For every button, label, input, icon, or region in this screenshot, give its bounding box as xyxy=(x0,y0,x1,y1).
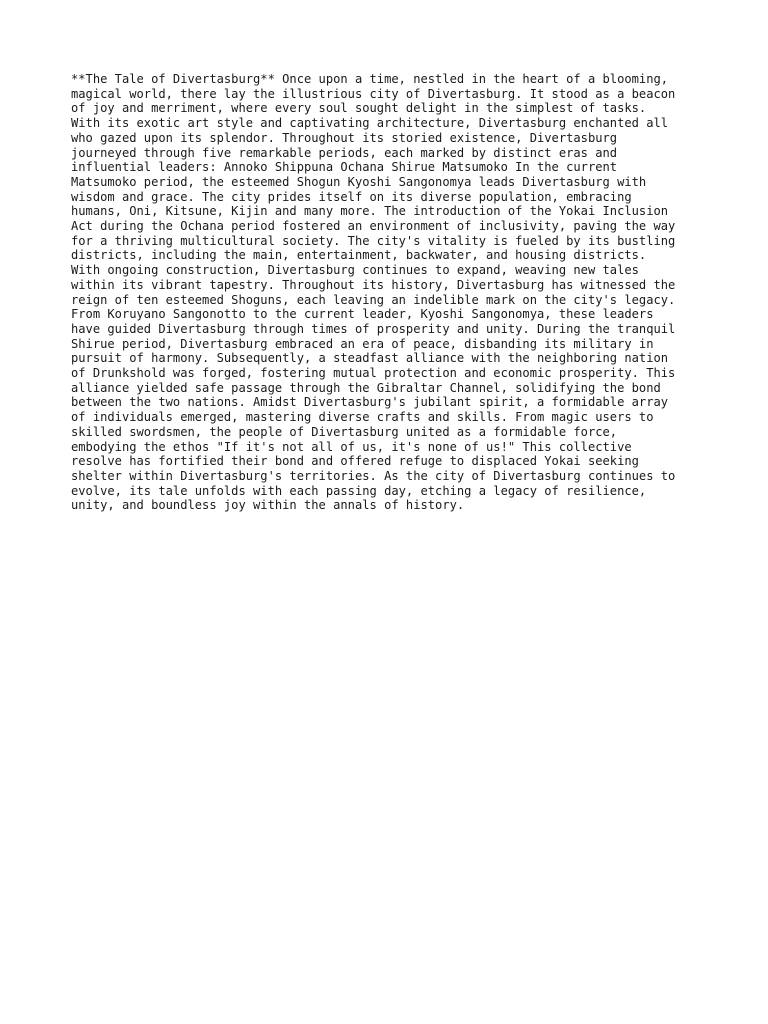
text-line: journeyed through five remarkable periods, each marked by distinct eras and xyxy=(71,145,618,160)
text-line: districts, including the main, entertainment, backwater, and housing districts. xyxy=(71,248,647,263)
text-line: alliance yielded safe passage through the Gibraltar Channel, solidifying the bond xyxy=(71,380,661,395)
text-line: evolve, its tale unfolds with each passing day, etching a legacy of resilience, xyxy=(71,483,647,498)
text-line: resolve has fortified their bond and offered refuge to displaced Yokai seeking xyxy=(71,454,639,469)
text-line: have guided Divertasburg through times of prosperity and unity. During the tranquil xyxy=(71,321,676,336)
text-line: humans, Oni, Kitsune, Kijin and many more. The introduction of the Yokai Inclusion xyxy=(71,204,669,219)
text-line: embodying the ethos "If it's not all of us, it's none of us!" This collective xyxy=(71,439,632,454)
text-line: between the two nations. Amidst Divertasburg's jubilant spirit, a formidable array xyxy=(71,395,669,410)
text-line: From Koruyano Sangonotto to the current leader, Kyoshi Sangonomya, these leaders xyxy=(71,307,654,322)
text-line: With ongoing construction, Divertasburg continues to expand, weaving new tales xyxy=(71,263,639,278)
text-line: pursuit of harmony. Subsequently, a steadfast alliance with the neighboring nation xyxy=(71,351,669,366)
text-line: unity, and boundless joy within the annals of history. xyxy=(71,498,465,513)
text-line: **The Tale of Divertasburg** Once upon a time, nestled in the heart of a blooming, xyxy=(71,72,669,86)
text-line: magical world, there lay the illustrious city of Divertasburg. It stood as a beacon xyxy=(71,86,676,101)
text-line: reign of ten esteemed Shoguns, each leaving an indelible mark on the city's legacy. xyxy=(71,292,676,307)
text-line: of joy and merriment, where every soul sought delight in the simplest of tasks. xyxy=(71,101,647,116)
text-line: within its vibrant tapestry. Throughout its history, Divertasburg has witnessed the xyxy=(71,277,676,292)
text-line: Matsumoko period, the esteemed Shogun Kyoshi Sangonomya leads Divertasburg with xyxy=(71,174,647,189)
text-line: for a thriving multicultural society. The city's vitality is fueled by its bustling xyxy=(71,233,676,248)
text-line: With its exotic art style and captivating architecture, Divertasburg enchanted all xyxy=(71,116,669,131)
text-line: Act during the Ochana period fostered an environment of inclusivity, paving the way xyxy=(71,219,676,234)
text-line: influential leaders: Annoko Shippuna Ochana Shirue Matsumoko In the current xyxy=(71,160,618,175)
text-line: who gazed upon its splendor. Throughout its storied existence, Divertasburg xyxy=(71,130,618,145)
text-line: skilled swordsmen, the people of Divertasburg united as a formidable force, xyxy=(71,424,618,439)
text-line: wisdom and grace. The city prides itself on its diverse population, embracing xyxy=(71,189,632,204)
text-line: Shirue period, Divertasburg embraced an era of peace, disbanding its military in xyxy=(71,336,654,351)
text-line: of individuals emerged, mastering diverse crafts and skills. From magic users to xyxy=(71,410,654,425)
document-page xyxy=(71,72,705,513)
text-line: shelter within Divertasburg's territories. As the city of Divertasburg continues to xyxy=(71,468,676,483)
text-line: of Drunkshold was forged, fostering mutual protection and economic prosperity. This xyxy=(71,366,676,381)
